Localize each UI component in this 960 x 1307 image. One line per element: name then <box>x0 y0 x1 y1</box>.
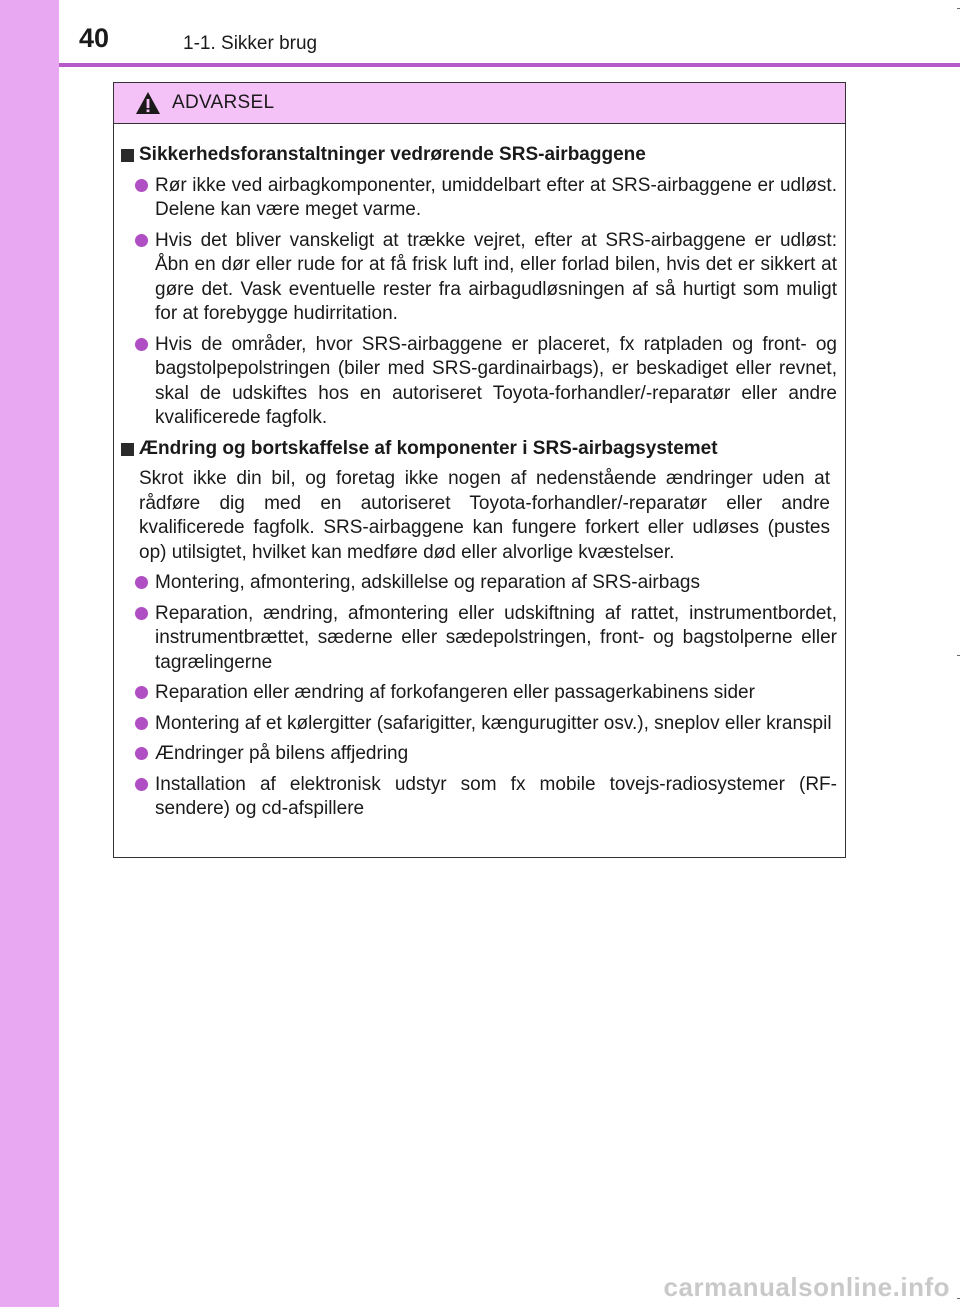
bullet-dot-icon <box>135 179 148 192</box>
header-rule <box>59 63 960 67</box>
bullet-dot-icon <box>135 778 148 791</box>
bullet-text: Ændringer på bilens affjedring <box>155 743 409 764</box>
warning-body <box>114 124 845 822</box>
bullet-item <box>121 773 837 822</box>
bullet-text: Rør ikke ved airbagkomponenter, umiddelbart efter at SRS-airbaggene er udløst. Delene kan være meget varme. <box>155 174 837 220</box>
bullet-text: Montering, afmontering, adskillelse og reparation af SRS-airbags <box>155 572 700 593</box>
bullet-text: Installation af elektronisk udstyr som fx mobile tovejs-radiosystemer (RF-sendere) og cd-afspillere <box>155 773 837 819</box>
bullet-dot-icon <box>135 747 148 760</box>
square-bullet-icon <box>121 443 134 456</box>
section-intro: Skrot ikke din bil, og foretag ikke nogen af nedenstående ændringer uden at rådføre dig med en autoriseret Toyota-forhandler/-reparatør eller andre kvalificerede fagfolk. SRS-airbaggene kan fungere forkert eller udløses (pustes op) utilsigtet, hvilket kan medføre død eller alvorlige kvæstelser. <box>139 468 830 563</box>
section-heading-text: Ændring og bortskaffelse af komponenter i SRS-airbagsystemet <box>139 437 718 459</box>
watermark: carmanualsonline.info <box>663 1272 950 1302</box>
warning-header <box>114 83 845 124</box>
bullet-item <box>121 174 837 223</box>
bullet-item <box>121 742 837 767</box>
section-heading <box>121 437 837 462</box>
warning-label: ADVARSEL <box>172 92 275 113</box>
page-number: 40 <box>79 23 110 53</box>
bullet-item <box>121 602 837 676</box>
bullet-dot-icon <box>135 338 148 351</box>
section-heading-text: Sikkerhedsforanstaltninger vedrørende SRS-airbaggene <box>139 144 646 165</box>
side-color-band <box>0 0 59 1307</box>
section-title: 1-1. Sikker brug <box>183 33 318 54</box>
bullet-dot-icon <box>135 607 148 620</box>
bullet-dot-icon <box>135 717 148 730</box>
warning-box <box>113 82 846 858</box>
bullet-item <box>121 571 837 596</box>
bullet-dot-icon <box>135 234 148 247</box>
bullet-dot-icon <box>135 686 148 699</box>
bullet-item <box>121 681 837 706</box>
bullet-dot-icon <box>135 576 148 589</box>
section-heading <box>121 143 837 168</box>
bullet-item <box>121 712 837 737</box>
bullet-item <box>121 333 837 431</box>
bullet-text: Hvis de områder, hvor SRS-airbaggene er placeret, fx ratpladen og front- og bagstolpepolstringen (biler med SRS-gardinairbags), er beskadiget eller revnet, skal de udskiftes hos en autoriseret Toyota-forhandler/-reparatør eller andre kvalificerede fagfolk. <box>155 333 837 428</box>
square-bullet-icon <box>121 149 134 162</box>
bullet-text: Montering af et kølergitter (safarigitter, kængurugitter osv.), sneplov eller kranspil <box>155 712 832 734</box>
bullet-item <box>121 229 837 327</box>
warning-triangle-icon <box>135 91 161 115</box>
bullet-text: Reparation, ændring, afmontering eller udskiftning af rattet, instrumentbordet, instrumentbrættet, sæderne eller sædepolstringen, front- og bagstolperne eller tagrælingerne <box>155 602 837 673</box>
bullet-text: Hvis det bliver vanskeligt at trække vejret, efter at SRS-airbaggene er udløst: Åbn en dør eller rude for at få frisk luft ind, eller forlad bilen, hvis det er sikkert at gøre det. Vask eventuelle rester fra airbagudløsningen af så hurtigt som muligt for at forebygge hudirritation. <box>155 229 837 324</box>
bullet-text: Reparation eller ændring af forkofangeren eller passagerkabinens sider <box>155 682 755 703</box>
